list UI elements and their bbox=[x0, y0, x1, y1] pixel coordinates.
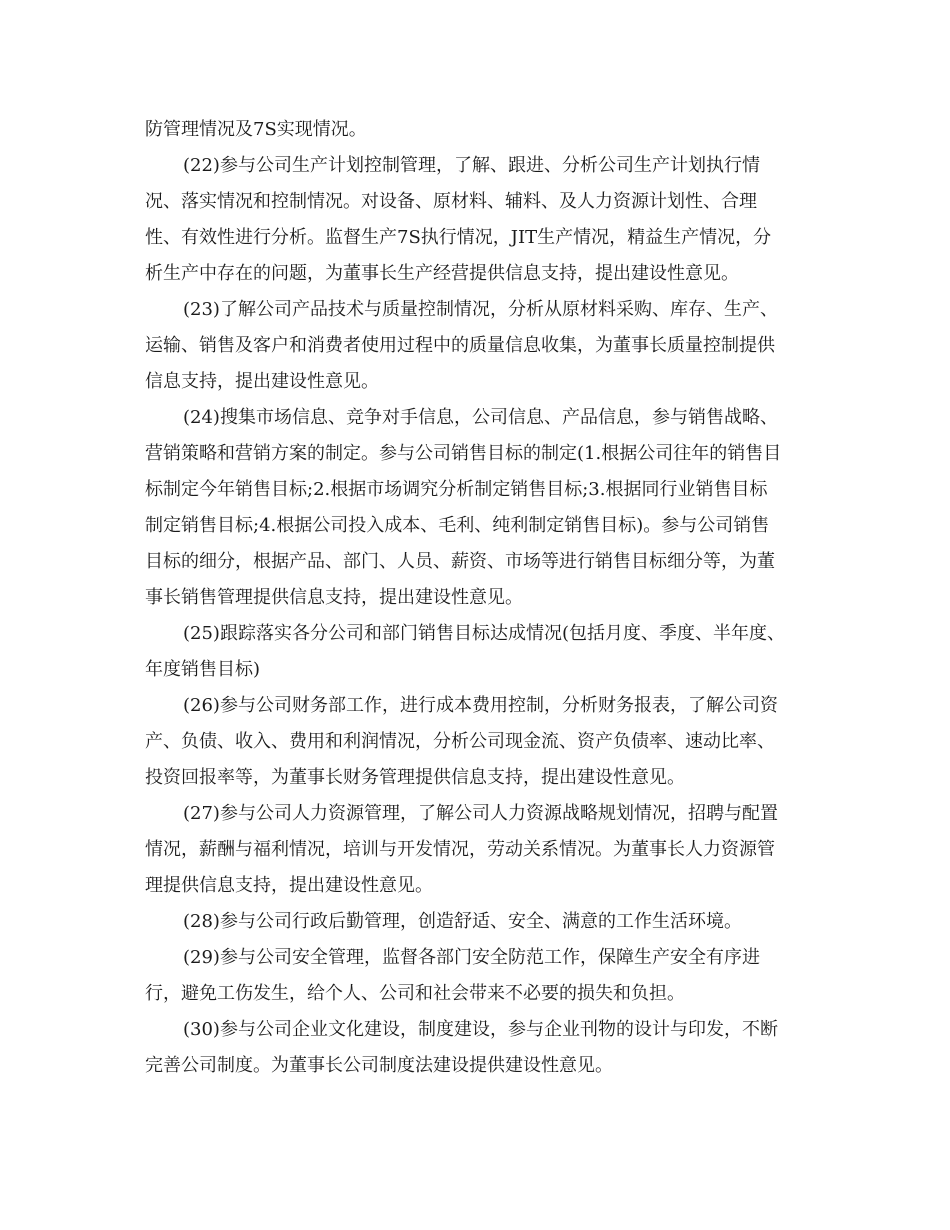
text-line: 标制定今年销售目标;2.根据市场调究分析制定销售目标;3.根据同行业销售目标 bbox=[145, 479, 768, 500]
text-line: 行，避免工伤发生，给个人、公司和社会带来不必要的损失和负担。 bbox=[145, 983, 685, 1004]
text-line: 理提供信息支持，提出建设性意见。 bbox=[145, 875, 433, 896]
text-line: 投资回报率等，为董事长财务管理提供信息支持，提出建设性意见。 bbox=[145, 767, 685, 788]
text-line: (26)参与公司财务部工作，进行成本费用控制，分析财务报表，了解公司资 bbox=[183, 695, 778, 716]
text-line: 年度销售目标) bbox=[145, 659, 261, 680]
text-line: (23)了解公司产品技术与质量控制情况，分析从原材料采购、库存、生产、 bbox=[183, 299, 778, 320]
text-line: 营销策略和营销方案的制定。参与公司销售目标的制定(1.根据公司往年的销售目 bbox=[145, 443, 782, 464]
text-line: 析生产中存在的问题，为董事长生产经营提供信息支持，提出建设性意见。 bbox=[145, 263, 739, 284]
text-line: (28)参与公司行政后勤管理，创造舒适、安全、满意的工作生活环境。 bbox=[183, 911, 742, 932]
text-line: 情况，薪酬与福利情况，培训与开发情况，劳动关系情况。为董事长人力资源管 bbox=[145, 839, 775, 860]
text-line: 况、落实情况和控制情况。对设备、原材料、辅料、及人力资源计划性、合理 bbox=[145, 191, 757, 212]
text-line: 信息支持，提出建设性意见。 bbox=[145, 371, 379, 392]
text-line: 完善公司制度。为董事长公司制度法建设提供建设性意见。 bbox=[145, 1055, 613, 1076]
text-line: (27)参与公司人力资源管理，了解公司人力资源战略规划情况，招聘与配置 bbox=[183, 803, 778, 824]
paragraph bbox=[145, 796, 805, 904]
text-line: (30)参与公司企业文化建设，制度建设，参与企业刊物的设计与印发，不断 bbox=[183, 1019, 778, 1040]
text-line: 制定销售目标;4.根据公司投入成本、毛利、纯利制定销售目标)。参与公司销售 bbox=[145, 515, 770, 536]
text-line: 性、有效性进行分析。监督生产7S执行情况，JIT生产情况，精益生产情况，分 bbox=[145, 227, 772, 248]
text-line: 目标的细分，根据产品、部门、人员、薪资、市场等进行销售目标细分等，为董 bbox=[145, 551, 775, 572]
text-line: 防管理情况及7S实现情况。 bbox=[145, 119, 367, 140]
paragraph bbox=[145, 616, 805, 688]
text-line: (29)参与公司安全管理，监督各部门安全防范工作，保障生产安全有序进 bbox=[183, 947, 760, 968]
paragraph bbox=[145, 400, 805, 616]
text-line: (24)搜集市场信息、竞争对手信息，公司信息、产品信息，参与销售战略、 bbox=[183, 407, 778, 428]
paragraph bbox=[145, 904, 805, 940]
paragraph bbox=[145, 1012, 805, 1084]
paragraph bbox=[145, 148, 805, 292]
text-line: 事长销售管理提供信息支持，提出建设性意见。 bbox=[145, 587, 523, 608]
document-body bbox=[145, 112, 805, 1084]
text-line: (25)跟踪落实各分公司和部门销售目标达成情况(包括月度、季度、半年度、 bbox=[183, 623, 785, 644]
text-line: 运输、销售及客户和消费者使用过程中的质量信息收集，为董事长质量控制提供 bbox=[145, 335, 775, 356]
paragraph bbox=[145, 688, 805, 796]
text-line: 产、负债、收入、费用和利润情况，分析公司现金流、资产负债率、速动比率、 bbox=[145, 731, 775, 752]
paragraph bbox=[145, 292, 805, 400]
paragraph bbox=[145, 112, 805, 148]
paragraph bbox=[145, 940, 805, 1012]
text-line: (22)参与公司生产计划控制管理，了解、跟进、分析公司生产计划执行情 bbox=[183, 155, 760, 176]
